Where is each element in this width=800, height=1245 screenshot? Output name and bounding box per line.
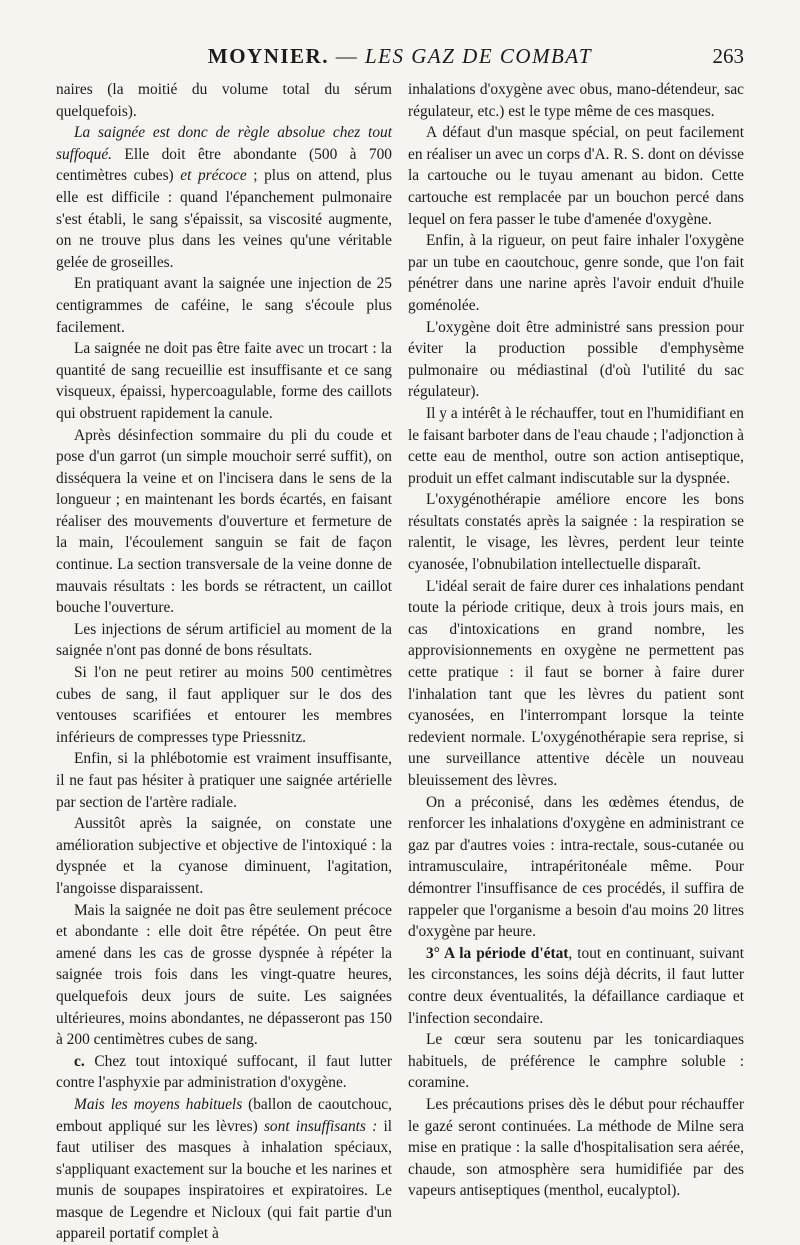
text-run: Chez tout intoxiqué suffocant, il faut lutter contre l'asphyxie par administration d'oxygène. bbox=[56, 1052, 392, 1092]
bold-text: 3° A la période d'état bbox=[426, 944, 569, 962]
text-run: Il y a intérêt à le réchauffer, tout en l'humidifiant en le faisant barboter dans de l'eau chaude ; l'adjonction à cette eau de menthol, outre son action antiseptique, produit un effet calmant indiscutable sur la dyspnée. bbox=[408, 404, 744, 487]
paragraph bbox=[408, 122, 744, 230]
text-run: Si l'on ne peut retirer au moins 500 centimètres cubes de sang, il faut appliquer sur le dos des ventouses scarifiées et entourer les membres inférieurs de compresses type Priessnitz. bbox=[56, 664, 392, 746]
text-run: Les injections de sérum artificiel au moment de la saignée n'ont pas donné de bons résultats. bbox=[56, 620, 392, 660]
text-run: naires (la moitié du volume total du sérum quelquefois). bbox=[56, 81, 392, 120]
paragraph bbox=[408, 489, 744, 575]
header-author: MOYNIER. bbox=[207, 44, 329, 68]
text-run: L'oxygène doit être administré sans pression pour éviter la production possible d'emphysème pulmonaire ou médiastinal (d'où l'utilité du sac régulateur). bbox=[408, 318, 744, 401]
italic-text: sont insuffisants : bbox=[263, 1117, 378, 1135]
paragraph bbox=[56, 425, 392, 619]
paragraph bbox=[408, 1029, 744, 1094]
text-run: Enfin, si la phlébotomie est vraiment insuffisante, il ne faut pas hésiter à pratiquer une saignée artérielle par section de l'artère radiale. bbox=[56, 750, 392, 811]
paragraph bbox=[408, 576, 744, 792]
text-run: L'idéal serait de faire durer ces inhalations pendant toute la période critique, deux à trois jours mais, en cas d'intoxications en grand nombre, les approvisionnements en oxygène ne permettent pas cette pratique : il faut se borner à faire durer l'inhalation tant que les lèvres du patient sont cyanosées, en l'interrompant lorsque la teinte redevient normale. L'oxygénothérapie sera reprise, si une surveillance attentive décèle un nouveau bleuissement des lèvres. bbox=[408, 577, 744, 789]
bold-text: c. bbox=[74, 1052, 85, 1070]
paragraph bbox=[56, 1051, 392, 1094]
left-column bbox=[56, 79, 392, 1245]
header-journal-title: LES GAZ DE COMBAT bbox=[364, 44, 593, 68]
text-run: (ballon de caoutchouc, embout appliqué sur les lèvres) bbox=[56, 1095, 392, 1135]
text-run: , tout en continuant, suivant les circonstances, les soins déjà décrits, il faut lutter contre deux éventualités, la défaillance cardiaque et l'infection secondaire. bbox=[408, 944, 744, 1027]
paragraph bbox=[408, 79, 744, 122]
paragraph bbox=[56, 273, 392, 338]
text-run: il faut utiliser des masques à inhalation spéciaux, s'appliquant exactement sur la bouche et les narines et munis de soupapes inspiratoires et expiratoires. Le masque de Legendre et Nicloux (qui fait partie d'un appareil portatif complet à bbox=[56, 1117, 392, 1243]
text-run: Mais la saignée ne doit pas être seulement précoce et abondante : elle doit être répétée. On peut être amené dans les cas de grosse dyspnée à répéter la saignée trois fois dans les vingt-quatre heures, quelquefois deux jours de suite. Les saignées ultérieures, moins abondantes, ne dépasseront pas 150 à 200 centimètres cubes de sang. bbox=[56, 901, 392, 1049]
text-run: En pratiquant avant la saignée une injection de 25 centigrammes de caféine, le sang s'écoule plus facilement. bbox=[56, 275, 392, 336]
text-run: On a préconisé, dans les œdèmes étendus, de renforcer les inhalations d'oxygène en administrant ce gaz par d'autres voies : intra-rectale, sous-cutanée ou intramusculaire, intrapéritonéale même. Pour démontrer l'insuffisance de ces procédés, il suffira de rappeler que l'organisme a besoin d'au moins 20 litres d'oxygène par heure. bbox=[408, 793, 744, 941]
text-run: Le cœur sera soutenu par les tonicardiaques habituels, de préférence le camphre soluble : coramine. bbox=[408, 1031, 744, 1092]
text-run: Après désinfection sommaire du pli du coude et pose d'un garrot (un simple mouchoir serré suffit), on disséquera la veine et on l'incisera dans le sens de la longueur ; en maintenant les bords écartés, en faisant réaliser des mouvements d'ouverture et fermeture de la main, l'écoulement sanguin se fait de façon continue. La section transversale de la veine donne de mauvais résultats : les bords se rétractent, un caillot bouche l'ouverture. bbox=[56, 426, 392, 617]
text-run: Elle doit être abondante (500 à 700 centimètres cubes) bbox=[56, 145, 392, 185]
paragraph bbox=[408, 403, 744, 489]
running-title bbox=[56, 44, 744, 69]
text-run: Aussitôt après la saignée, on constate une amélioration subjective et objective de l'intoxiqué : la dyspnée et la cyanose diminuent, l'agitation, l'angoisse disparaissent. bbox=[56, 815, 392, 897]
text-run: A défaut d'un masque spécial, on peut facilement en réaliser un avec un corps d'A. R. S. dont on dévisse la cartouche ou le tuyau amenant au bidon. Cette cartouche est remplacée par un bouchon percé dans lequel on fera passer le tube d'amenée d'oxygène. bbox=[408, 124, 744, 228]
italic-text: et précoce bbox=[180, 167, 247, 185]
paragraph bbox=[56, 338, 392, 424]
paragraph bbox=[408, 943, 744, 1029]
paragraph bbox=[56, 748, 392, 813]
paragraph bbox=[408, 1094, 744, 1202]
right-column bbox=[408, 79, 744, 1202]
running-header bbox=[56, 40, 744, 74]
paragraph bbox=[56, 1094, 392, 1245]
italic-text: Mais les moyens habituels bbox=[74, 1095, 243, 1113]
paragraph bbox=[408, 317, 744, 403]
text-run: L'oxygénothérapie améliore encore les bons résultats constatés après la saignée : la respiration se ralentit, le visage, les lèvres, perdent leur teinte cyanosée, l'obnubilation intellectuelle disparaît. bbox=[408, 491, 744, 574]
paragraph bbox=[56, 900, 392, 1051]
paragraph bbox=[56, 122, 392, 273]
paragraph bbox=[408, 230, 744, 316]
page-number: 263 bbox=[712, 44, 744, 68]
text-run: La saignée ne doit pas être faite avec un trocart : la quantité de sang recueillie est insuffisante et ce sang visqueux, épaissi, hypercoagulable, forme des caillots qui obstruent rapidement la canule. bbox=[56, 340, 392, 422]
paragraph bbox=[56, 79, 392, 122]
text-run: ; plus on attend, plus elle est difficile : quand l'épanchement pulmonaire s'est établi, le sang s'épaissit, sa viscosité augmente, on ne trouve plus dans les veines qu'une véritable gelée de groseilles. bbox=[56, 167, 393, 271]
paragraph bbox=[56, 662, 392, 748]
paragraph bbox=[56, 619, 392, 662]
italic-text: La saignée est donc de règle absolue chez tout suffoqué. bbox=[56, 124, 392, 163]
paragraph bbox=[56, 813, 392, 899]
paragraph bbox=[408, 792, 744, 943]
text-run: inhalations d'oxygène avec obus, mano-détendeur, sac régulateur, etc.) est le type même de ces masques. bbox=[408, 81, 744, 120]
text-run: Enfin, à la rigueur, on peut faire inhaler l'oxygène par un tube en caoutchouc, genre sonde, que l'on fait pénétrer dans une narine après l'avoir enduit d'huile goménolée. bbox=[408, 232, 744, 314]
header-separator: — bbox=[328, 44, 365, 68]
text-run: Les précautions prises dès le début pour réchauffer le gazé seront continuées. La méthode de Milne sera mise en pratique : la salle d'hospitalisation sera aérée, chaude, son atmosphère sera humidifiée par des vapeurs antiseptiques (menthol, eucalyptol). bbox=[408, 1095, 744, 1200]
